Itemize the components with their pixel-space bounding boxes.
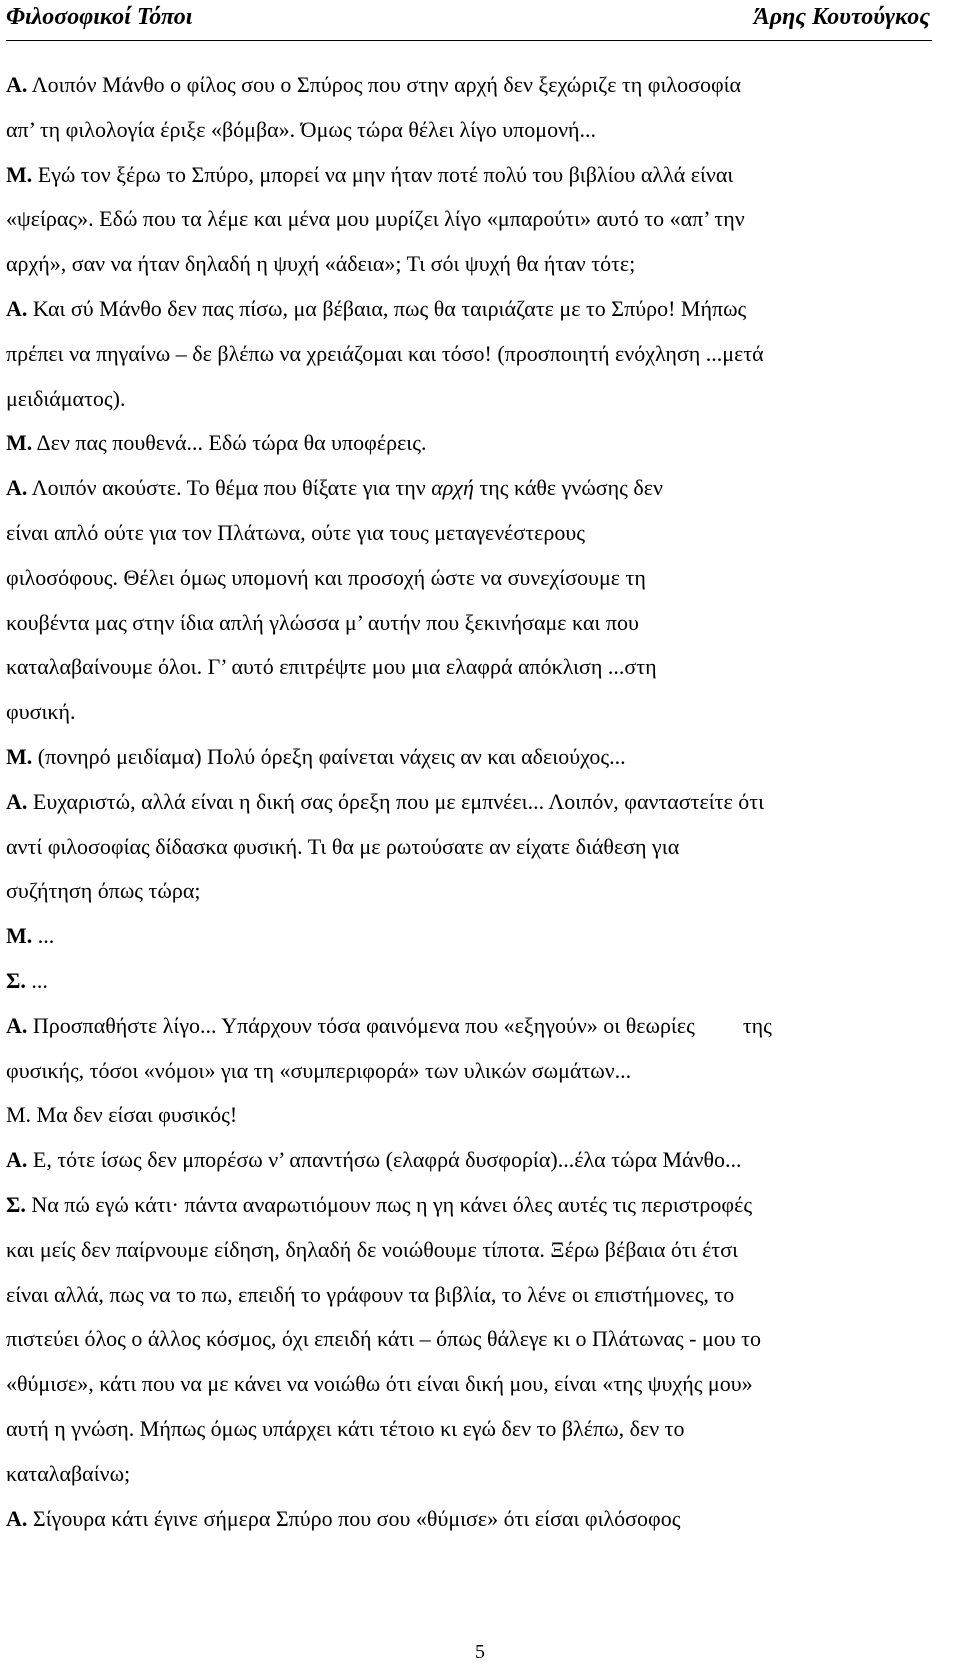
text-line xyxy=(6,377,946,422)
line-text: «θύμισε», κάτι που να με κάνει να νοιώθω ότι είναι δική μου, είναι «της ψυχής μου» xyxy=(6,1371,753,1397)
speaker-label: Α. xyxy=(6,788,28,814)
text-line xyxy=(6,287,946,332)
line-text: απ’ τη φιλολογία έριξε «βόμβα». Όμως τώρα θέλει λίγο υπομονή... xyxy=(6,116,597,142)
text-line xyxy=(6,1362,946,1407)
text-line xyxy=(6,735,946,780)
line-text: Προσπαθήστε λίγο... Υπάρχουν τόσα φαινόμενα που «εξηγούν» οι θεωρίες xyxy=(27,1012,695,1038)
text-line xyxy=(6,914,946,959)
speaker-label: Σ. xyxy=(6,967,26,993)
speaker-label: Μ. xyxy=(6,161,33,187)
speaker-label: Α. xyxy=(6,1505,28,1531)
line-text: κουβέντα μας στην ίδια απλή γλώσσα μ’ αυτήν που ξεκινήσαμε και που xyxy=(6,609,639,635)
text-line xyxy=(6,421,946,466)
text-line xyxy=(6,1093,946,1138)
text-line xyxy=(6,1273,946,1318)
text-line xyxy=(6,959,946,1004)
header-rule xyxy=(6,40,932,41)
speaker-label: Α. xyxy=(6,1147,28,1173)
line-text: πιστεύει όλος ο άλλος κόσμος, όχι επειδή κάτι – όπως θάλεγε κι ο Πλάτωνας - μου το xyxy=(6,1326,761,1352)
line-text: Σίγουρα κάτι έγινε σήμερα Σπύρο που σου «θύμισε» ότι είσαι φιλόσοφος xyxy=(27,1505,681,1531)
text-line xyxy=(6,197,946,242)
text-line xyxy=(6,601,946,646)
text-line xyxy=(6,242,946,287)
line-text: ... xyxy=(32,923,55,949)
text-line xyxy=(6,332,946,377)
text-line xyxy=(6,1049,946,1094)
line-text: αυτή η γνώση. Μήπως όμως υπάρχει κάτι τέτοιο κι εγώ δεν το βλέπω, δεν το xyxy=(6,1415,685,1441)
text-line xyxy=(6,1452,946,1497)
text-line xyxy=(6,466,946,511)
text-line xyxy=(6,63,946,108)
text-line xyxy=(6,153,946,198)
speaker-label: Σ. xyxy=(6,1191,26,1217)
line-text: Να πώ εγώ κάτι· πάντα αναρωτιόμουν πως η γη κάνει όλες αυτές τις περιστροφές xyxy=(25,1191,753,1217)
line-text: φυσικής, τόσοι «νόμοι» για τη «συμπεριφορά» των υλικών σωμάτων... xyxy=(6,1057,632,1083)
line-text: Ε, τότε ίσως δεν μπορέσω ν’ απαντήσω (ελαφρά δυσφορία)...έλα τώρα Μάνθο... xyxy=(27,1147,742,1173)
text-line xyxy=(6,645,946,690)
header-book-title: Φιλοσοφικοί Τόποι xyxy=(6,4,193,30)
line-text: αρχή», σαν να ήταν δηλαδή η ψυχή «άδεια»; Τι σόι ψυχή θα ήταν τότε; xyxy=(6,251,636,277)
text-line xyxy=(6,511,946,556)
text-line xyxy=(6,869,946,914)
line-text: Λοιπόν ακούστε. Το θέμα που θίξατε για την xyxy=(27,475,432,501)
line-text: μειδιάματος). xyxy=(6,385,126,411)
speaker-label: Μ. xyxy=(6,923,33,949)
text-line xyxy=(6,780,946,825)
text-line xyxy=(6,1317,946,1362)
line-text: και μείς δεν παίρνουμε είδηση, δηλαδή δε νοιώθουμε τίποτα. Ξέρω βέβαια ότι έτσι xyxy=(6,1236,738,1262)
text-line xyxy=(6,825,946,870)
header-author: Άρης Κουτούγκος xyxy=(753,4,930,30)
speaker-label: Α. xyxy=(6,1012,28,1038)
text-line xyxy=(6,1183,946,1228)
text-line xyxy=(6,1407,946,1452)
line-text: καταλαβαίνω; xyxy=(6,1460,131,1486)
speaker-label: Μ. xyxy=(6,743,33,769)
page-header xyxy=(0,0,960,40)
line-text: πρέπει να πηγαίνω – δε βλέπω να χρειάζομαι και τόσο! (προσποιητή ενόχληση ...μετά xyxy=(6,340,764,366)
line-text: συζήτηση όπως τώρα; xyxy=(6,878,201,904)
text-line xyxy=(6,1228,946,1273)
line-text: «ψείρας». Εδώ που τα λέμε και μένα μου μυρίζει λίγο «μπαρούτι» αυτό το «απ’ την xyxy=(6,206,745,232)
text-line xyxy=(6,1497,946,1542)
speaker-label: Μ. xyxy=(6,430,33,456)
line-text: φιλοσόφους. Θέλει όμως υπομονή και προσοχή ώστε να συνεχίσουμε τη xyxy=(6,564,646,590)
line-text: Λοιπόν Μάνθο ο φίλος σου ο Σπύρος που στην αρχή δεν ξεχώριζε τη φιλοσοφία xyxy=(27,72,742,97)
line-text: ... xyxy=(25,967,48,993)
speaker-label: Α. xyxy=(6,475,28,501)
speaker-label: Α. xyxy=(6,295,28,321)
line-text-continued: της κάθε γνώσης δεν xyxy=(473,475,663,501)
line-text: φυσική. xyxy=(6,699,76,725)
speaker-label: Α. xyxy=(6,72,28,97)
text-line xyxy=(6,108,946,153)
page-number: 5 xyxy=(475,1641,485,1663)
line-text: είναι αλλά, πως να το πω, επειδή το γράφουν τα βιβλία, το λένε οι επιστήμονες, το xyxy=(6,1281,735,1307)
text-line xyxy=(6,556,946,601)
line-text-continued: της xyxy=(742,1012,772,1038)
line-text: Ευχαριστώ, αλλά είναι η δική σας όρεξη που με εμπνέει... Λοιπόν, φανταστείτε ότι xyxy=(27,788,765,814)
line-text: Μ. Μα δεν είσαι φυσικός! xyxy=(6,1102,238,1128)
dialogue-text xyxy=(6,63,946,1541)
line-text: Εγώ τον ξέρω το Σπύρο, μπορεί να μην ήταν ποτέ πολύ του βιβλίου αλλά είναι xyxy=(32,161,734,187)
line-text: είναι απλό ούτε για τον Πλάτωνα, ούτε για τους μεταγενέστερους xyxy=(6,519,585,545)
text-line xyxy=(6,1138,946,1183)
emphasis-text: αρχή xyxy=(431,475,474,501)
text-line xyxy=(6,690,946,735)
line-text: Δεν πας πουθενά... Εδώ τώρα θα υποφέρεις. xyxy=(32,430,427,456)
line-text: αντί φιλοσοφίας δίδασκα φυσική. Τι θα με ρωτούσατε αν είχατε διάθεση για xyxy=(6,833,680,859)
line-text: καταλαβαίνουμε όλοι. Γ’ αυτό επιτρέψτε μου μια ελαφρά απόκλιση ...στη xyxy=(6,654,657,680)
text-line xyxy=(6,1004,946,1049)
line-text: (πονηρό μειδίαμα) Πολύ όρεξη φαίνεται νάχεις αν και αδειούχος... xyxy=(32,743,626,769)
line-text: Και σύ Μάνθο δεν πας πίσω, μα βέβαια, πως θα ταιριάζατε με το Σπύρο! Μήπως xyxy=(27,295,747,321)
